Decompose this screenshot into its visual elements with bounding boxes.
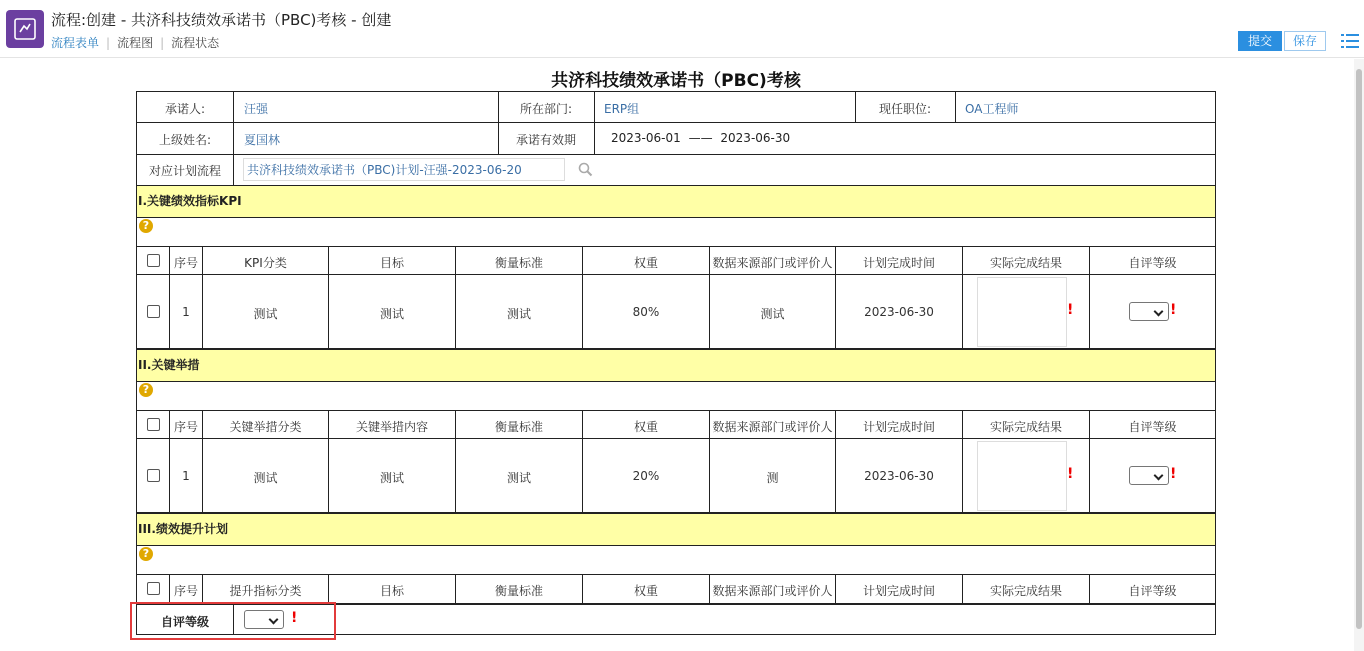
kpi-row-target: 测试 <box>379 307 404 321</box>
measures-self-rating-select[interactable] <box>1129 466 1169 485</box>
required-mark: ! <box>1170 466 1177 482</box>
highlight-box <box>130 602 336 640</box>
improve-header-actual-result: 实际完成结果 <box>989 584 1062 598</box>
measures-header-category: 关键举措分类 <box>229 420 302 434</box>
sub-navigation: 流程表单 | 流程图 | 流程状态 <box>51 36 220 50</box>
overall-self-rating-label: 自评等级 <box>160 615 209 629</box>
improve-header-plan-date: 计划完成时间 <box>862 584 935 598</box>
improve-select-all-checkbox[interactable] <box>147 582 160 595</box>
tab-flow-status[interactable]: 流程状态 <box>171 36 220 50</box>
measures-row-category: 测试 <box>253 471 278 485</box>
kpi-self-rating-select[interactable] <box>1129 302 1169 321</box>
kpi-header-plan-date: 计划完成时间 <box>862 256 935 270</box>
tab-flow-form[interactable]: 流程表单 <box>51 36 100 50</box>
improve-header-category: 提升指标分类 <box>229 584 302 598</box>
measures-row-index: 1 <box>182 469 190 483</box>
kpi-select-all-checkbox[interactable] <box>147 254 160 267</box>
kpi-header-index: 序号 <box>173 256 198 270</box>
pbc-form <box>136 91 1216 635</box>
search-icon[interactable] <box>578 162 593 177</box>
help-icon[interactable]: ? <box>139 219 153 233</box>
measures-header-actual-result: 实际完成结果 <box>989 420 1062 434</box>
validity-start[interactable]: 2023-06-01 <box>611 131 681 145</box>
position-label: 现任职位: <box>878 102 932 116</box>
kpi-row-weight: 80% <box>632 305 660 319</box>
validity-label: 承诺有效期 <box>515 133 576 147</box>
save-button[interactable]: 保存 <box>1284 31 1326 51</box>
kpi-header-actual-result: 实际完成结果 <box>989 256 1062 270</box>
improve-header-weight: 权重 <box>633 584 658 598</box>
kpi-actual-result-textarea[interactable] <box>977 277 1067 347</box>
measures-row-checkbox[interactable] <box>147 469 160 482</box>
improve-header-target: 目标 <box>379 584 404 598</box>
form-title: 共济科技绩效承诺书（PBC)考核 <box>551 71 801 91</box>
section-kpi-header: I.关键绩效指标KPI <box>137 186 1215 217</box>
measures-header-plan-date: 计划完成时间 <box>862 420 935 434</box>
submit-button[interactable]: 提交 <box>1238 31 1282 51</box>
measures-row-weight: 20% <box>632 469 660 483</box>
required-mark: ! <box>1067 466 1074 482</box>
measures-select-all-checkbox[interactable] <box>147 418 160 431</box>
help-icon[interactable]: ? <box>139 547 153 561</box>
kpi-row-checkbox[interactable] <box>147 305 160 318</box>
validity-dash: —— <box>688 131 713 145</box>
menu-icon[interactable] <box>1341 33 1359 49</box>
measures-row-source: 测 <box>766 471 779 485</box>
kpi-header-source: 数据来源部门或评价人 <box>712 256 833 270</box>
measures-header-source: 数据来源部门或评价人 <box>712 420 833 434</box>
kpi-header-self-rating: 自评等级 <box>1128 256 1177 270</box>
kpi-row-index: 1 <box>182 305 190 319</box>
improve-header-self-rating: 自评等级 <box>1128 584 1177 598</box>
kpi-header-category: KPI分类 <box>244 256 287 270</box>
measures-row-standard: 测试 <box>506 471 531 485</box>
workflow-app-icon <box>6 10 44 48</box>
scrollbar-thumb[interactable] <box>1356 69 1362 629</box>
kpi-header-standard: 衡量标准 <box>494 256 543 270</box>
promiser-label: 承诺人: <box>164 102 206 116</box>
section-measures-header: II.关键举措 <box>137 350 1215 381</box>
validity-end[interactable]: 2023-06-30 <box>720 131 791 145</box>
improve-header-index: 序号 <box>173 584 198 598</box>
plan-label: 对应计划流程 <box>148 164 221 178</box>
window-title: 流程:创建 - 共济科技绩效承诺书（PBC)考核 - 创建 <box>51 11 392 29</box>
superior-label: 上级姓名: <box>158 133 212 147</box>
validity-range[interactable] <box>611 131 790 145</box>
kpi-row-plan-date: 2023-06-30 <box>864 305 934 319</box>
required-mark: ! <box>291 610 298 626</box>
measures-header-self-rating: 自评等级 <box>1128 420 1177 434</box>
improve-header-standard: 衡量标准 <box>494 584 543 598</box>
department-label: 所在部门: <box>519 102 573 116</box>
kpi-row-category: 测试 <box>253 307 278 321</box>
plan-value[interactable]: 共济科技绩效承诺书（PBC)计划-汪强-2023-06-20 <box>247 163 522 177</box>
help-icon[interactable]: ? <box>139 383 153 397</box>
kpi-row-standard: 测试 <box>506 307 531 321</box>
measures-header-content: 关键举措内容 <box>355 420 428 434</box>
top-bar <box>0 0 1364 58</box>
vertical-scrollbar[interactable] <box>1354 59 1364 651</box>
superior-value[interactable]: 夏国林 <box>244 133 281 147</box>
measures-row-content: 测试 <box>379 471 404 485</box>
measures-header-standard: 衡量标准 <box>494 420 543 434</box>
tab-flow-chart[interactable]: 流程图 <box>117 36 154 50</box>
required-mark: ! <box>1067 302 1074 318</box>
required-mark: ! <box>1170 302 1177 318</box>
department-value[interactable]: ERP组 <box>604 102 640 116</box>
kpi-row-source: 测试 <box>760 307 785 321</box>
kpi-header-target: 目标 <box>379 256 404 270</box>
improve-header-source: 数据来源部门或评价人 <box>712 584 833 598</box>
measures-actual-result-textarea[interactable] <box>977 441 1067 511</box>
measures-header-weight: 权重 <box>633 420 658 434</box>
kpi-header-weight: 权重 <box>633 256 658 270</box>
promiser-value[interactable]: 汪强 <box>244 102 269 116</box>
section-improve-header: III.绩效提升计划 <box>137 514 1215 545</box>
measures-row-plan-date: 2023-06-30 <box>864 469 934 483</box>
position-value[interactable]: OA工程师 <box>965 102 1019 116</box>
measures-header-index: 序号 <box>173 420 198 434</box>
